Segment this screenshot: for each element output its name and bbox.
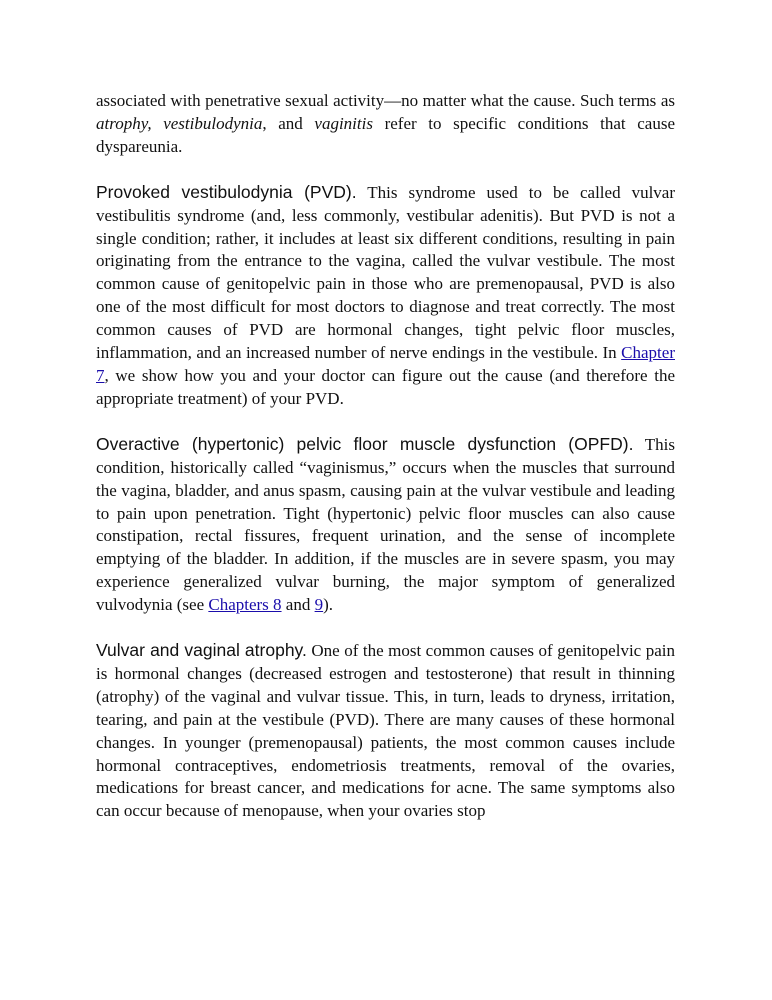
chapter-9-link[interactable]: 9 [314,595,324,615]
intro-term-1: atrophy, vestibulodynia [96,113,263,133]
opfd-paragraph [96,433,675,617]
opfd-text-3: ). [323,595,334,615]
chapters-8-link[interactable]: Chapters 8 [208,595,282,615]
pvd-heading: Provoked vestibulodynia (PVD). [96,181,357,202]
chapter-7-link[interactable]: Chapter 7 [96,343,675,385]
pvd-paragraph [96,181,675,411]
document-page [96,90,675,845]
atrophy-paragraph [96,639,675,823]
atrophy-text-1: One of the most common causes of genitopelvic pain is hormonal changes (decreased estrogen and testosterone) that result in thinning (atrophy) of the vaginal and vulvar tissue. This, in turn, leads to dryness, irritation, tearing, and pain at the vestibule (PVD). There are many causes of these hormonal changes. In younger (premenopausal) patients, the most common causes include hormonal contraceptives, endometriosis treatments, removal of the ovaries, medications for breast cancer, and medications for acne. The same symptoms also can occur because of menopause, when your ovaries stop [96,641,675,821]
opfd-heading: Overactive (hypertonic) pelvic floor muscle dysfunction (OPFD). [96,433,634,454]
opfd-text-2: and [281,595,315,615]
intro-text-1: associated with penetrative sexual activity—no matter what the cause. Such terms as [96,91,675,110]
atrophy-heading: Vulvar and vaginal atrophy. [96,640,307,661]
opfd-text-1: This condition, historically called “vaginismus,” occurs when the muscles that surround the vagina, bladder, and anus spasm, causing pain at the vulvar vestibule and leading to pain upon penetration. Tight (hypertonic) pelvic floor muscles can also cause constipation, rectal fissures, frequent urination, and the sense of incomplete emptying of the bladder. In addition, if the muscles are in severe spasm, you may experience generalized vulvar burning, the major symptom of generalized vulvodynia (see [96,434,675,615]
intro-term-2: vaginitis [314,113,373,133]
pvd-text-2: , we show how you and your doctor can figure out the cause (and therefore the appropriate treatment) of your PVD. [96,365,675,408]
intro-text-3: refer to specific conditions that cause dyspareunia. [96,113,675,156]
intro-text-2: , and [262,113,315,133]
intro-paragraph [96,90,675,159]
pvd-text-1: This syndrome used to be called vulvar vestibulitis syndrome (and, less commonly, vestibular adenitis). But PVD is not a single condition; rather, it includes at least six different conditions, resulting in pain originating from the entrance to the vagina, called the vulvar vestibule. The most common cause of genitopelvic pain in those who are premenopausal, PVD is also one of the most difficult for most doctors to diagnose and treat correctly. The most common causes of PVD are hormonal changes, tight pelvic floor muscles, inflammation, and an increased number of nerve endings in the vestibule. In [96,182,676,363]
